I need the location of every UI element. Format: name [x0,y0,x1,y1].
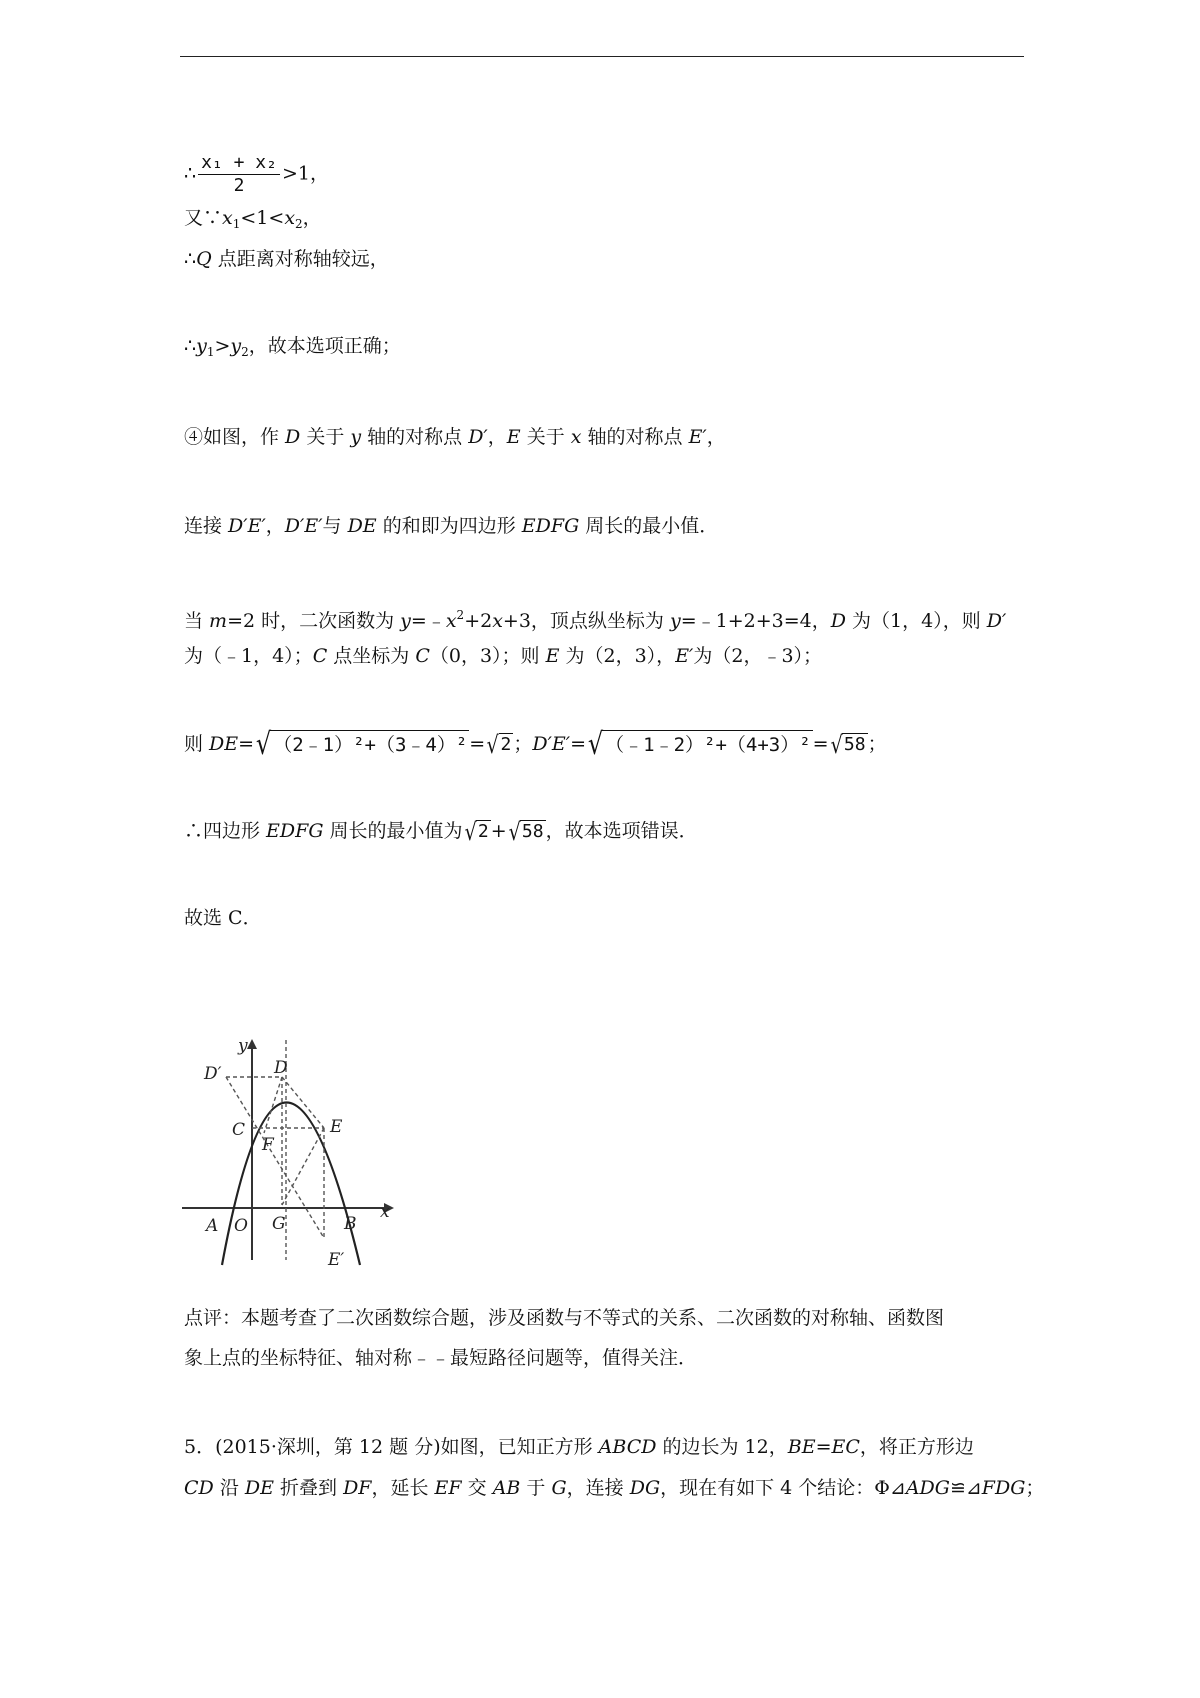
text: 交 [461,1477,493,1499]
text: ∴ [184,248,197,270]
var: x [445,610,457,632]
text: ∴四边形 [184,820,267,842]
text: ， [487,426,507,448]
var: D′E′ [228,515,266,537]
text: =2 时，二次函数为 [227,610,401,632]
fraction [198,152,280,197]
e-g-line [282,1128,324,1205]
var: E′ [675,645,694,667]
line-question-5b [184,1475,1044,1501]
var: m [209,610,228,632]
text: ，现在有如下 4 个结论：Φ⊿ [660,1477,906,1499]
radicand: （﹣1﹣2）²+（4+3）² [603,730,813,760]
line-min-perimeter [184,818,698,844]
text: = [815,1436,832,1458]
text: ，连接 [566,1477,630,1499]
label-a: A [206,1216,219,1236]
var: DF [343,1477,372,1499]
text: =﹣ [410,610,446,632]
text: 又∵ [184,207,223,229]
subscript: 1 [232,217,241,231]
superscript: 2 [456,608,465,622]
text: 轴的对称点 [361,426,469,448]
var: EF [434,1477,462,1499]
text: > [214,335,231,357]
var: D′ [468,426,488,448]
line-distances [184,727,887,762]
var: DE [244,1477,274,1499]
text: 沿 [213,1477,245,1499]
radical-expression [829,733,868,757]
label-e: E [330,1117,343,1137]
var: C [312,645,328,667]
text: +3，顶点纵坐标为 [502,610,670,632]
text: （0，3）；则 [429,645,546,667]
radical-expression [463,820,491,844]
var-x: x [222,207,233,229]
text: 的和即为四边形 [376,515,522,537]
var: EDFG [266,820,324,842]
text: ④如图，作 [184,426,286,448]
text: 折叠到 [273,1477,344,1499]
line-comment-1 [184,1305,944,1331]
var: y [669,610,681,632]
line-comment-2 [184,1345,697,1371]
line-fraction-inequality [184,152,329,197]
text: 轴的对称点 [581,426,689,448]
text: 点距离对称轴较远， [211,248,389,270]
text: 关于 [300,426,351,448]
line-coordinates [184,643,822,669]
text: +2 [464,610,493,632]
text: 周长的最小值为 [323,820,463,842]
text: 点坐标为 [327,645,416,667]
var: DE [347,515,377,537]
text: ，故本选项正确； [248,335,401,357]
var: D [830,610,846,632]
text: 连接 [184,515,229,537]
text: = [238,733,255,755]
var: AB [492,1477,521,1499]
label-e-prime: E′ [328,1250,345,1270]
label-f: F [262,1135,274,1155]
text: 5．(2015·深圳，第 12 题 分)如图，已知正方形 [184,1436,599,1458]
label-d: D [274,1058,288,1078]
y-axis-arrow [247,1039,257,1049]
text: ≌⊿ [949,1477,982,1499]
radical-sign: √ [486,731,499,759]
text: ； [513,733,533,755]
radical-sign: √ [464,818,477,846]
radical-sign: √ [508,818,521,846]
text: ，延长 [371,1477,435,1499]
var: FDG [981,1477,1026,1499]
text: ； [1025,1477,1045,1499]
var: CD [184,1477,214,1499]
line-x-order [184,205,322,237]
parabola-figure [182,1035,432,1275]
radicand: 58 [843,734,866,755]
label-o: O [234,1216,248,1236]
text: >1， [281,162,329,185]
text: 关于 [520,426,571,448]
label-g: G [272,1214,286,1234]
fraction-numerator: x₁ + x₂ [201,152,277,173]
radical-expression [254,727,469,762]
line-answer [184,905,262,931]
text: <1< [240,207,285,229]
text: ，故本选项错误． [545,820,698,842]
radical-expression [485,733,513,757]
therefore-symbol: ∴ [184,162,197,185]
fraction-denominator: 2 [233,175,245,196]
var-x: x [284,207,296,229]
text: = [570,733,587,755]
text: ， [706,426,726,448]
var-y: y [230,335,242,357]
text: 周长的最小值． [579,515,719,537]
var: D′ [986,610,1007,632]
var: DG [629,1477,661,1499]
subscript: 2 [295,217,303,231]
var: G [551,1477,567,1499]
var: EC [831,1436,860,1458]
text: 与 [322,515,348,537]
line-y-compare [184,333,401,365]
line-question-5a [184,1434,974,1460]
text: ∴ [184,335,197,357]
text: + [490,820,507,842]
text: 当 [184,610,210,632]
var: x [492,610,503,632]
var: y [350,426,362,448]
label-y: y [238,1036,248,1056]
var: E′ [688,426,707,448]
radical-sign: √ [587,727,604,762]
text: ； [867,733,887,755]
var: D′E′ [284,515,323,537]
label-c: C [232,1120,246,1140]
text: = [469,733,486,755]
radicand: 2 [477,821,489,842]
var: D′E′ [532,733,571,755]
radicand: 2 [500,734,512,755]
line-m-equals-2 [184,602,1006,634]
line-symmetry-points [184,424,726,450]
var-y: y [196,335,207,357]
var: E [506,426,521,448]
text: ，将正方形边 [859,1436,974,1458]
text: ， [302,207,322,229]
radicand: （2﹣1）²+（3﹣4）² [271,730,469,760]
text: 为（2，3）， [559,645,676,667]
line-q-distance [184,246,389,272]
text: 点评：本题考查了二次函数综合题，涉及函数与不等式的关系、二次函数的对称轴、函数图 [184,1307,945,1329]
radical-expression [586,727,813,762]
text: 则 [184,733,210,755]
label-d-prime: D′ [204,1064,222,1084]
text: =﹣1+2+3=4， [680,610,831,632]
var: EDFG [521,515,580,537]
var: E [545,645,560,667]
text: ， [265,515,285,537]
var: x [570,426,582,448]
header-rule [180,56,1024,57]
text: = [812,733,829,755]
label-b: B [344,1214,357,1234]
radical-expression [507,820,546,844]
var: D [285,426,301,448]
text: 为（1，4），则 [846,610,987,632]
radicand: 58 [521,821,544,842]
text: 于 [520,1477,552,1499]
label-x: x [380,1202,390,1222]
var: y [400,610,411,632]
text: 为（﹣1，4）； [184,645,313,667]
var: ADG [905,1477,950,1499]
text: 故选 C． [184,907,262,929]
radical-sign: √ [830,731,843,759]
var: C [415,645,430,667]
var: DE [209,733,239,755]
radical-sign: √ [255,727,272,762]
var-q: Q [196,248,212,270]
text: 的边长为 12， [656,1436,788,1458]
text: 为（2，﹣3）； [693,645,823,667]
line-connect [184,513,718,539]
subscript: 1 [206,345,215,359]
subscript: 2 [241,345,249,359]
var: ABCD [598,1436,657,1458]
var: BE [787,1436,816,1458]
text: 象上点的坐标特征、轴对称﹣﹣最短路径问题等，值得关注． [184,1347,698,1369]
